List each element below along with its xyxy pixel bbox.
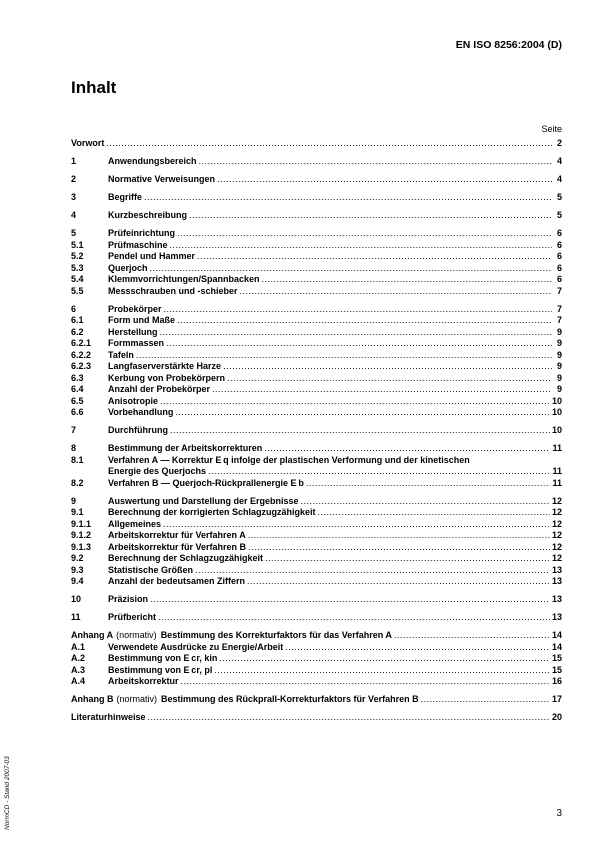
toc-entry-page: 16	[551, 676, 562, 686]
toc-leader-dots	[306, 478, 551, 490]
toc-leader-dots	[248, 542, 550, 554]
toc-entry-page: 9	[556, 361, 562, 371]
toc-entry-number: A.3	[71, 664, 86, 675]
toc-entry[interactable]	[71, 676, 562, 688]
toc-entry[interactable]	[71, 530, 562, 542]
document-id: EN ISO 8256:2004 (D)	[455, 39, 562, 51]
toc-entry-title: Durchführung	[108, 425, 168, 435]
toc-entry-page: 15	[551, 653, 562, 663]
toc-entry[interactable]	[71, 315, 562, 327]
toc-entry-page: 7	[556, 303, 562, 314]
toc-entry-number: 2	[71, 174, 77, 184]
toc-entry-number: 3	[71, 192, 77, 202]
toc-entry[interactable]	[71, 286, 562, 298]
toc-leader-dots	[394, 630, 550, 642]
toc-leader-dots	[177, 228, 552, 240]
toc-entry-title: Prüfeinrichtung	[108, 228, 175, 238]
toc-entry-page: 11	[552, 466, 562, 476]
toc-entry-number: 4	[71, 210, 77, 220]
toc-entry-page: 12	[551, 541, 562, 552]
toc-leader-dots	[248, 530, 550, 542]
toc-entry-page: 11	[552, 477, 562, 488]
toc-leader-dots	[175, 407, 550, 419]
toc-leader-dots	[223, 361, 552, 373]
toc-entry-page: 10	[551, 407, 562, 417]
toc-entry[interactable]	[71, 373, 562, 385]
toc-entry-number: A.1	[71, 641, 86, 652]
toc-entry-number: 7	[71, 425, 77, 435]
toc-entry-title: Anzahl der bedeutsamen Ziffern	[108, 576, 246, 586]
table-of-contents	[71, 138, 562, 724]
toc-entry-title: Bestimmung der Arbeitskorrekturen	[108, 443, 263, 453]
toc-entry-page: 10	[551, 425, 562, 435]
toc-entry-title: Prüfmaschine	[108, 239, 168, 250]
toc-leader-dots	[262, 274, 552, 286]
toc-leader-dots	[189, 210, 552, 222]
toc-entry-page: 9	[556, 338, 562, 348]
toc-leader-dots	[150, 263, 552, 275]
toc-entry-title: Klemmvorrichtungen/Spannbacken	[108, 274, 260, 284]
toc-entry-number: 6.2	[71, 326, 84, 337]
toc-entry[interactable]	[71, 443, 562, 455]
toc-entry[interactable]	[71, 174, 562, 186]
toc-entry-number: 9.2	[71, 553, 84, 563]
toc-leader-dots	[163, 519, 550, 531]
toc-entry[interactable]	[71, 396, 562, 408]
toc-annex-label: Anhang B	[71, 694, 114, 704]
toc-leader-dots	[301, 496, 550, 508]
toc-entry-page: 13	[551, 576, 562, 586]
toc-entry-number: 8	[71, 443, 77, 453]
toc-entry-page: 2	[556, 138, 562, 148]
toc-entry-title: Pendel und Hammer	[108, 251, 196, 261]
toc-entry[interactable]	[71, 210, 562, 222]
toc-entry-page: 6	[556, 228, 562, 238]
toc-entry-page: 9	[556, 349, 562, 360]
toc-entry-title: Kurzbeschreibung	[108, 210, 188, 220]
toc-entry[interactable]	[71, 642, 562, 654]
toc-entry[interactable]	[71, 274, 562, 286]
toc-entry-number: 6.3	[71, 372, 84, 383]
toc-leader-dots	[136, 350, 552, 362]
toc-entry[interactable]	[71, 542, 562, 554]
toc-entry[interactable]	[71, 612, 562, 624]
toc-entry-page: 14	[551, 630, 562, 640]
toc-entry-number: 9.1	[71, 507, 84, 517]
page-column-label: Seite	[541, 124, 562, 134]
toc-entry-number: 6	[71, 303, 77, 314]
page-number: 3	[556, 808, 562, 819]
toc-leader-dots	[106, 138, 552, 150]
toc-entry-title: Energie des Querjochs	[108, 466, 207, 476]
toc-leader-dots	[197, 251, 552, 263]
toc-entry[interactable]	[71, 327, 562, 339]
toc-leader-dots	[177, 315, 552, 327]
toc-entry-number: 5	[71, 228, 77, 238]
toc-leader-dots	[144, 192, 552, 204]
toc-entry-page: 9	[556, 384, 562, 394]
toc-entry-title: Form und Maße	[108, 315, 175, 325]
toc-leader-dots	[227, 373, 552, 385]
toc-entry-page: 11	[552, 443, 562, 453]
toc-entry-number: 8.2	[71, 477, 84, 488]
toc-entry-number: A.4	[71, 676, 86, 686]
toc-leader-dots	[212, 384, 552, 396]
toc-entry[interactable]	[71, 712, 562, 724]
toc-entry-page: 7	[556, 315, 562, 325]
toc-leader-dots	[166, 338, 552, 350]
toc-entry[interactable]	[71, 694, 562, 706]
toc-entry[interactable]	[71, 251, 562, 263]
toc-entry-number: 9.1.2	[71, 530, 92, 540]
toc-entry-page: 10	[551, 395, 562, 406]
toc-entry-title: Arbeitskorrektur	[108, 676, 179, 686]
toc-entry-page: 20	[551, 712, 562, 722]
toc-entry[interactable]	[71, 350, 562, 362]
toc-entry-title: Anwendungsbereich	[108, 156, 197, 166]
toc-entry-page: 4	[556, 156, 562, 166]
toc-leader-dots	[181, 676, 550, 688]
toc-entry-number: 5.4	[71, 274, 84, 284]
toc-entry[interactable]	[71, 565, 562, 577]
toc-leader-dots	[148, 712, 550, 724]
toc-leader-dots	[285, 642, 550, 654]
toc-entry-page: 6	[556, 251, 562, 261]
toc-leader-dots	[150, 594, 550, 606]
toc-entry-title: Formmassen	[108, 338, 165, 348]
toc-entry-title: Verwendete Ausdrücke zu Energie/Arbeit	[108, 641, 284, 652]
toc-entry-page: 13	[551, 564, 562, 575]
toc-entry-title: Messschrauben und -schieber	[108, 285, 238, 296]
toc-leader-dots	[247, 576, 550, 588]
toc-annex-type: (normativ)	[116, 630, 157, 640]
toc-entry-title: Tafeln	[108, 349, 134, 360]
toc-entry-number: 5.2	[71, 251, 84, 261]
toc-entry[interactable]	[71, 576, 562, 588]
toc-entry-number: 1	[71, 156, 77, 166]
toc-leader-dots	[219, 653, 550, 665]
toc-entry-page: 6	[556, 239, 562, 250]
toc-leader-dots	[421, 694, 550, 706]
toc-entry[interactable]	[71, 653, 562, 665]
toc-entry-page: 7	[556, 285, 562, 296]
toc-leader-dots	[217, 174, 552, 186]
toc-entry-title: Berechnung der korrigierten Schlagzugzähigkeit	[108, 507, 316, 517]
toc-entry-number: 6.2.2	[71, 349, 92, 360]
toc-entry-title: Anzahl der Probekörper	[108, 384, 211, 394]
toc-entry-page: 12	[551, 495, 562, 506]
toc-entry[interactable]	[71, 519, 562, 531]
toc-entry-title: Kerbung von Probekörpern	[108, 372, 226, 383]
toc-entry[interactable]	[71, 553, 562, 565]
toc-entry-page: 12	[551, 507, 562, 517]
toc-annex-label: Anhang A	[71, 630, 114, 640]
toc-entry-number: 8.1	[71, 454, 84, 465]
toc-entry-title: Präzision	[108, 594, 149, 604]
toc-entry-page: 4	[556, 174, 562, 184]
toc-leader-dots	[160, 396, 550, 408]
toc-entry[interactable]	[71, 407, 562, 419]
toc-entry-number: 10	[71, 594, 82, 604]
toc-entry-title: Arbeitskorrektur für Verfahren B	[108, 541, 247, 552]
toc-entry-page: 17	[551, 694, 562, 704]
toc-entry-number: 6.4	[71, 384, 84, 394]
toc-leader-dots	[195, 565, 550, 577]
toc-entry-number: 9.3	[71, 564, 84, 575]
toc-annex-type: (normativ)	[116, 694, 158, 704]
toc-entry-title: Begriffe	[108, 192, 143, 202]
toc-entry-title: Herstellung	[108, 326, 158, 337]
toc-entry-page: 12	[551, 518, 562, 529]
toc-leader-dots	[199, 156, 552, 168]
toc-entry-title: Auswertung und Darstellung der Ergebnisse	[108, 495, 299, 506]
toc-entry[interactable]	[71, 507, 562, 519]
toc-entry-number: 6.1	[71, 315, 84, 325]
toc-leader-dots	[164, 304, 552, 316]
toc-entry-page: 6	[556, 262, 562, 273]
toc-entry-title: Verfahren A — Korrektur E q infolge der plastischen Verformung und der kinetischen	[108, 454, 470, 465]
toc-entry-page: 5	[556, 210, 562, 220]
toc-entry-number: 6.5	[71, 395, 84, 406]
toc-entry-title: Bestimmung von E cr, pl	[108, 664, 213, 675]
toc-entry-title: Statistische Größen	[108, 564, 194, 575]
toc-entry[interactable]	[71, 594, 562, 606]
toc-leader-dots	[240, 286, 552, 298]
toc-entry-page: 5	[556, 192, 562, 202]
toc-entry[interactable]	[71, 496, 562, 508]
toc-entry-number: 9.1.3	[71, 541, 92, 552]
page-title: Inhalt	[71, 78, 117, 97]
toc-entry-number: 6.6	[71, 407, 84, 417]
toc-entry-number: 6.2.3	[71, 361, 92, 371]
toc-leader-dots	[208, 466, 550, 478]
toc-entry-title: Arbeitskorrektur für Verfahren A	[108, 530, 246, 540]
toc-entry[interactable]	[71, 228, 562, 240]
toc-entry[interactable]	[71, 338, 562, 350]
toc-entry-title: Literaturhinweise	[71, 712, 146, 722]
toc-entry-title: Verfahren B — Querjoch-Rückprallenergie E b	[108, 477, 304, 488]
toc-entry[interactable]	[71, 665, 562, 677]
toc-leader-dots	[214, 665, 550, 677]
toc-leader-dots	[160, 327, 552, 339]
toc-entry[interactable]	[71, 263, 562, 275]
toc-entry[interactable]	[71, 384, 562, 396]
toc-entry-number: 9.4	[71, 576, 84, 586]
toc-entry-number: 5.1	[71, 239, 84, 250]
toc-entry[interactable]	[71, 192, 562, 204]
toc-entry[interactable]	[71, 304, 562, 316]
toc-leader-dots	[265, 553, 550, 565]
toc-entry-page: 9	[556, 372, 562, 383]
toc-leader-dots	[264, 443, 550, 455]
toc-entry-title: Prüfbericht	[108, 612, 157, 622]
toc-entry-number: 6.2.1	[71, 338, 92, 348]
toc-entry-title: Berechnung der Schlagzugzähigkeit	[108, 553, 264, 563]
toc-entry-page: 12	[551, 553, 562, 563]
toc-entry-number: 9	[71, 495, 77, 506]
toc-entry[interactable]	[71, 466, 562, 478]
toc-entry-page: 6	[556, 274, 562, 284]
toc-entry[interactable]	[71, 361, 562, 373]
toc-leader-dots	[158, 612, 550, 624]
toc-entry-page: 15	[551, 664, 562, 675]
toc-entry-page: 14	[551, 641, 562, 652]
toc-entry-title: Querjoch	[108, 262, 148, 273]
toc-entry[interactable]	[71, 630, 562, 642]
toc-entry-number: A.2	[71, 653, 86, 663]
side-note: NormCD - Stand 2007-03	[4, 756, 11, 830]
toc-entry-number: 11	[71, 612, 81, 622]
toc-entry[interactable]	[71, 455, 562, 467]
toc-entry-number: 9.1.1	[71, 518, 92, 529]
toc-entry-title: Bestimmung von E cr, kin	[108, 653, 218, 663]
toc-entry-number: 5.5	[71, 285, 84, 296]
toc-entry-page: 13	[551, 612, 562, 622]
toc-entry-title: Anisotropie	[108, 395, 159, 406]
toc-leader-dots	[170, 425, 550, 437]
toc-entry-page: 12	[551, 530, 562, 540]
toc-entry-page: 13	[551, 594, 562, 604]
toc-entry[interactable]	[71, 240, 562, 252]
toc-entry-title: Allgemeines	[108, 518, 162, 529]
toc-entry[interactable]	[71, 156, 562, 168]
toc-entry-title: Vorwort	[71, 138, 105, 148]
toc-entry-page: 9	[556, 326, 562, 337]
toc-leader-dots	[318, 507, 550, 519]
toc-entry-title: Probekörper	[108, 303, 162, 314]
toc-entry[interactable]	[71, 478, 562, 490]
toc-entry-title: Bestimmung des Korrekturfaktors für das Verfahren A	[160, 630, 392, 640]
toc-entry[interactable]	[71, 425, 562, 437]
toc-entry-title: Bestimmung des Rückprall-Korrekturfaktors für Verfahren B	[161, 694, 419, 704]
toc-entry-title: Langfaserverstärkte Harze	[108, 361, 222, 371]
toc-entry-title: Vorbehandlung	[108, 407, 174, 417]
toc-entry[interactable]	[71, 138, 562, 150]
toc-entry-number: 5.3	[71, 262, 84, 273]
toc-leader-dots	[170, 240, 552, 252]
toc-entry-title: Normative Verweisungen	[108, 174, 216, 184]
